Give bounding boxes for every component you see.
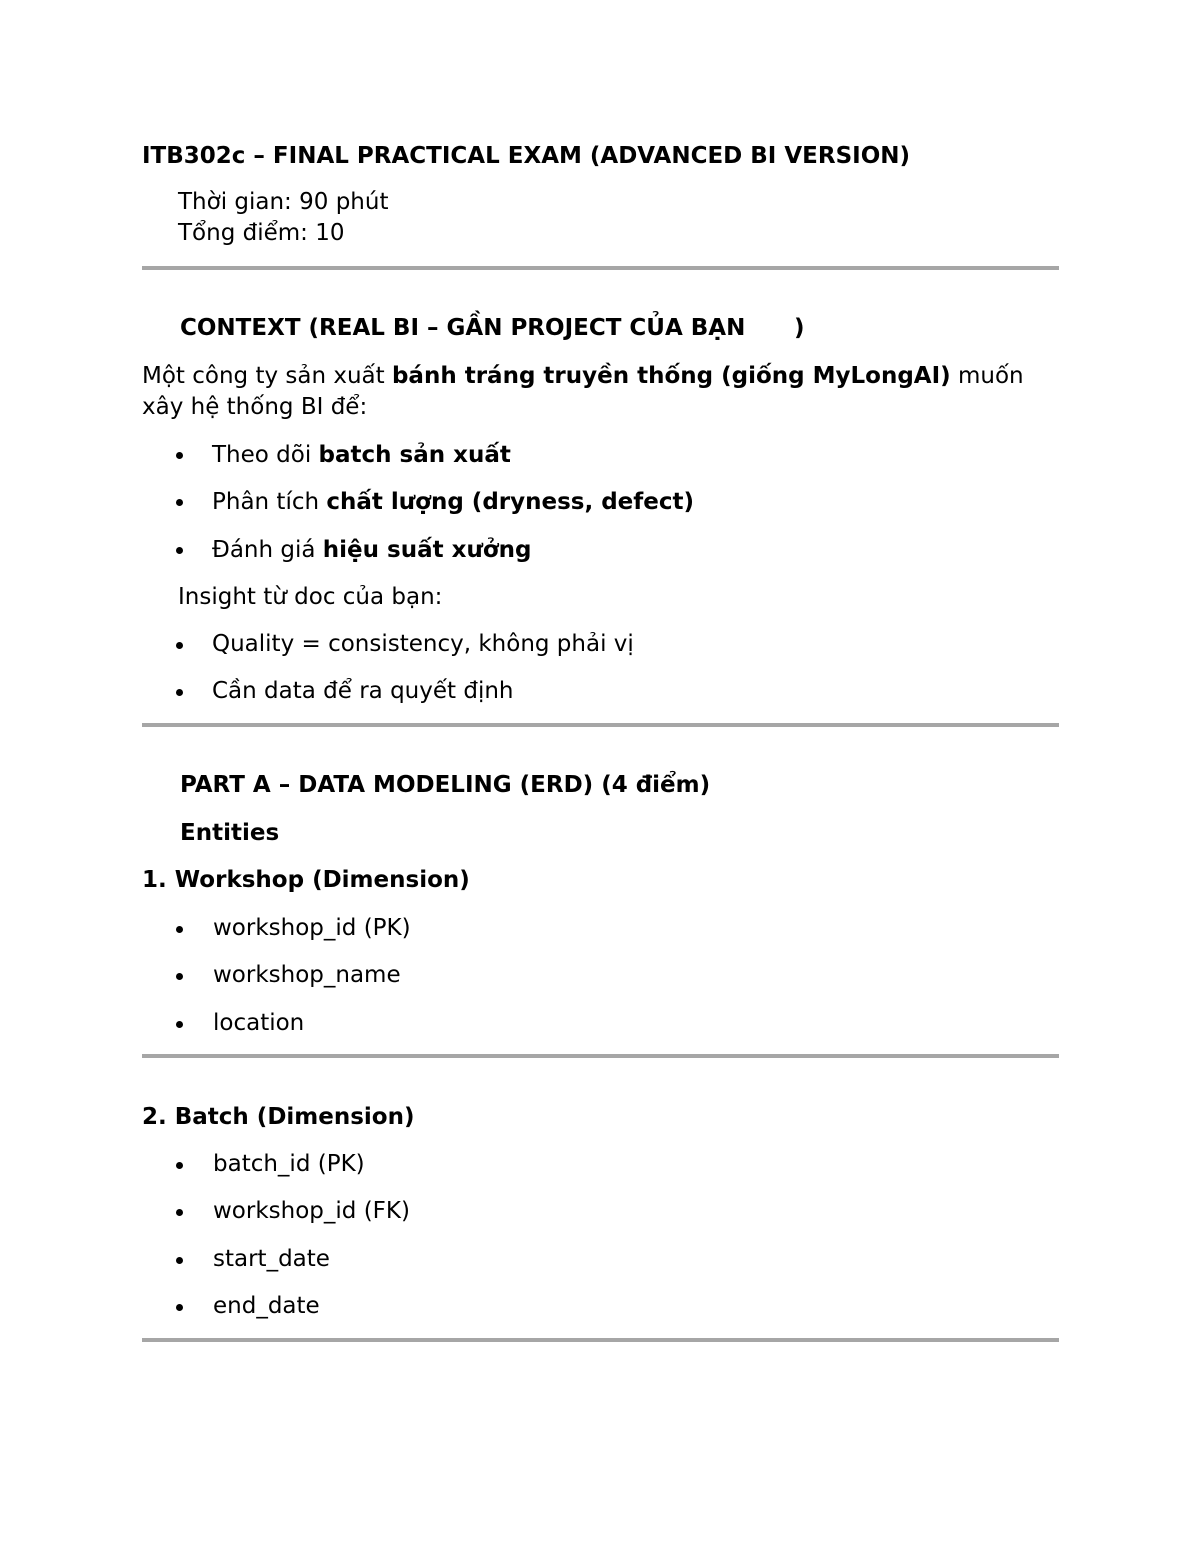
- intro-prefix: Một công ty sản xuất: [142, 363, 392, 389]
- bullet-icon: [176, 1209, 183, 1216]
- part-a-heading: PART A – DATA MODELING (ERD) (4 điểm): [180, 772, 711, 798]
- goal-item: Theo dõi batch sản xuất: [212, 442, 511, 468]
- insight-item: Quality = consistency, không phải vị: [212, 631, 634, 657]
- exam-total-score: Tổng điểm: 10: [178, 220, 345, 246]
- bullet-icon: [176, 973, 183, 980]
- exam-title: ITB302c – FINAL PRACTICAL EXAM (ADVANCED BI VERSION): [142, 143, 911, 169]
- bullet-icon: [176, 547, 183, 554]
- entity-field: end_date: [213, 1293, 320, 1319]
- horizontal-rule: [142, 1338, 1059, 1342]
- intro-bold: bánh tráng truyền thống (giống MyLongAI): [391, 363, 951, 389]
- horizontal-rule: [142, 266, 1059, 270]
- bullet-icon: [176, 689, 183, 696]
- bullet-icon: [176, 926, 183, 933]
- entity-field: location: [213, 1010, 305, 1036]
- entities-label: Entities: [180, 820, 280, 846]
- context-intro: [142, 365, 1024, 388]
- horizontal-rule: [142, 1054, 1059, 1058]
- entity-field: workshop_id (FK): [213, 1198, 410, 1224]
- entity-field: workshop_name: [213, 962, 401, 988]
- goal-item: Phân tích chất lượng (dryness, defect): [212, 489, 695, 515]
- context-intro-line2: xây hệ thống BI để:: [142, 394, 368, 420]
- insight-item: Cần data để ra quyết định: [212, 678, 514, 704]
- bullet-icon: [176, 499, 183, 506]
- insight-label: Insight từ doc của bạn:: [178, 584, 443, 610]
- bullet-icon: [176, 642, 183, 649]
- entity-field: workshop_id (PK): [213, 915, 411, 941]
- horizontal-rule: [142, 723, 1059, 727]
- bullet-icon: [176, 1021, 183, 1028]
- exam-time: Thời gian: 90 phút: [178, 189, 389, 215]
- entity-title: 2. Batch (Dimension): [142, 1104, 415, 1130]
- context-heading-close: ): [794, 315, 805, 341]
- goal-item: Đánh giá hiệu suất xưởng: [212, 537, 532, 563]
- intro-suffix: muốn: [950, 363, 1024, 389]
- bullet-icon: [176, 1162, 183, 1169]
- entity-title: 1. Workshop (Dimension): [142, 867, 470, 893]
- bullet-icon: [176, 452, 183, 459]
- context-heading: CONTEXT (REAL BI – GẦN PROJECT CỦA BẠN: [180, 315, 746, 341]
- bullet-icon: [176, 1304, 183, 1311]
- entity-field: start_date: [213, 1246, 330, 1272]
- entity-field: batch_id (PK): [213, 1151, 365, 1177]
- bullet-icon: [176, 1257, 183, 1264]
